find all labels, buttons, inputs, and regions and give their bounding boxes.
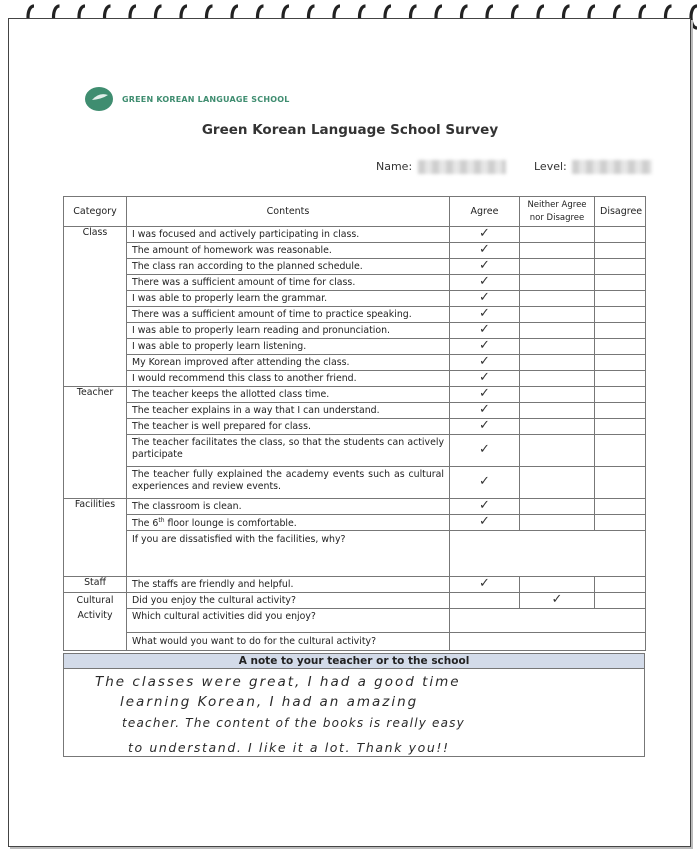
class-statement-2: The amount of homework was reasonable. — [127, 243, 450, 259]
agree-cell[interactable] — [450, 371, 520, 387]
header-agree: Agree — [450, 197, 520, 227]
spiral-ring — [691, 6, 697, 28]
disagree-cell[interactable] — [595, 307, 646, 323]
neither-cell[interactable] — [520, 291, 595, 307]
neither-cell[interactable] — [520, 259, 595, 275]
agree-cell[interactable] — [450, 499, 520, 515]
check-mark-icon: ✓ — [551, 592, 563, 608]
disagree-cell[interactable] — [595, 435, 646, 467]
neither-cell[interactable] — [520, 323, 595, 339]
disagree-cell[interactable] — [595, 259, 646, 275]
neither-cell[interactable] — [520, 371, 595, 387]
check-mark-icon: ✓ — [479, 370, 490, 385]
neither-cell[interactable] — [520, 275, 595, 291]
facilities-statement-2: The 6th floor lounge is comfortable. — [127, 515, 450, 531]
facilities-question: If you are dissatisfied with the facilities, why? — [127, 531, 450, 577]
neither-cell[interactable] — [520, 435, 595, 467]
class-statement-4: There was a sufficient amount of time for class. — [127, 275, 450, 291]
facilities-statement-1: The classroom is clean. — [127, 499, 450, 515]
facilities-answer-field[interactable] — [450, 531, 646, 577]
neither-cell[interactable] — [520, 355, 595, 371]
class-statement-5: I was able to properly learn the grammar. — [127, 291, 450, 307]
check-mark-icon: ✓ — [479, 474, 490, 489]
level-field — [534, 160, 652, 174]
note-line-1: The classes were great, I had a good time — [95, 674, 461, 690]
note-line-3: teacher. The content of the books is really easy — [122, 716, 465, 730]
teacher-statement-3: The teacher is well prepared for class. — [127, 419, 450, 435]
teacher-statement-2: The teacher explains in a way that I can understand. — [127, 403, 450, 419]
class-statement-10: I would recommend this class to another friend. — [127, 371, 450, 387]
page-title: Green Korean Language School Survey — [201, 122, 499, 138]
check-mark-icon: ✓ — [479, 402, 490, 417]
header-contents: Contents — [127, 197, 450, 227]
staff-statement: The staffs are friendly and helpful. — [127, 577, 450, 593]
class-statement-8: I was able to properly learn listening. — [127, 339, 450, 355]
disagree-cell[interactable] — [595, 355, 646, 371]
check-mark-icon: ✓ — [479, 576, 490, 592]
check-mark-icon: ✓ — [479, 290, 490, 305]
name-label: Name: — [376, 160, 413, 173]
neither-cell[interactable] — [520, 515, 595, 531]
cultural-statement-1: Did you enjoy the cultural activity? — [127, 593, 450, 609]
disagree-cell[interactable] — [595, 593, 646, 609]
neither-cell[interactable] — [520, 419, 595, 435]
disagree-cell[interactable] — [595, 499, 646, 515]
category-cultural: Cultural Activity — [64, 593, 127, 651]
disagree-cell[interactable] — [595, 227, 646, 243]
logo-text: GREEN KOREAN LANGUAGE SCHOOL — [122, 94, 290, 104]
agree-cell[interactable] — [450, 419, 520, 435]
disagree-cell[interactable] — [595, 577, 646, 593]
check-mark-icon: ✓ — [479, 498, 490, 513]
name-redacted — [418, 160, 506, 174]
disagree-cell[interactable] — [595, 275, 646, 291]
disagree-cell[interactable] — [595, 467, 646, 499]
neither-cell[interactable] — [520, 243, 595, 259]
category-teacher: Teacher — [64, 387, 127, 499]
class-statement-6: There was a sufficient amount of time to practice speaking. — [127, 307, 450, 323]
agree-cell[interactable] — [450, 227, 520, 243]
agree-cell[interactable] — [450, 259, 520, 275]
disagree-cell[interactable] — [595, 419, 646, 435]
agree-cell[interactable] — [450, 339, 520, 355]
cultural-answer-field-1[interactable] — [450, 609, 646, 633]
teacher-statement-4: The teacher facilitates the class, so that the students can actively participate — [127, 435, 450, 467]
neither-cell[interactable] — [520, 467, 595, 499]
neither-cell[interactable] — [520, 387, 595, 403]
agree-cell[interactable] — [450, 275, 520, 291]
check-mark-icon: ✓ — [479, 386, 490, 401]
agree-cell[interactable] — [450, 515, 520, 531]
level-label: Level: — [534, 160, 567, 173]
neither-cell[interactable] — [520, 339, 595, 355]
check-mark-icon: ✓ — [479, 338, 490, 353]
category-class: Class — [64, 227, 127, 387]
disagree-cell[interactable] — [595, 371, 646, 387]
check-mark-icon: ✓ — [479, 226, 490, 241]
cultural-question-1: Which cultural activities did you enjoy? — [127, 609, 450, 633]
neither-cell[interactable] — [520, 593, 595, 609]
leaf-logo-icon — [84, 86, 114, 112]
agree-cell[interactable] — [450, 243, 520, 259]
disagree-cell[interactable] — [595, 339, 646, 355]
check-mark-icon: ✓ — [479, 258, 490, 273]
teacher-statement-1: The teacher keeps the allotted class time. — [127, 387, 450, 403]
neither-cell[interactable] — [520, 499, 595, 515]
school-logo — [84, 86, 290, 112]
category-staff: Staff — [64, 577, 127, 593]
note-heading: A note to your teacher or to the school — [63, 653, 645, 669]
teacher-statement-5: The teacher fully explained the academy events such as cultural experiences and review events. — [127, 467, 450, 499]
agree-cell[interactable] — [450, 387, 520, 403]
check-mark-icon: ✓ — [479, 274, 490, 289]
check-mark-icon: ✓ — [479, 306, 490, 321]
agree-cell[interactable] — [450, 403, 520, 419]
agree-cell[interactable] — [450, 323, 520, 339]
level-redacted — [572, 160, 652, 174]
neither-cell[interactable] — [520, 307, 595, 323]
check-mark-icon: ✓ — [479, 322, 490, 337]
header-category: Category — [64, 197, 127, 227]
cultural-answer-field-2[interactable] — [450, 633, 646, 651]
cultural-question-2: What would you want to do for the cultural activity? — [127, 633, 450, 651]
note-line-4: to understand. I like it a lot. Thank you!! — [128, 740, 450, 755]
check-mark-icon: ✓ — [479, 442, 490, 457]
category-facilities: Facilities — [64, 499, 127, 577]
neither-cell[interactable] — [520, 403, 595, 419]
header-disagree: Disagree — [595, 197, 646, 227]
class-statement-1: I was focused and actively participating in class. — [127, 227, 450, 243]
name-field — [376, 160, 506, 174]
check-mark-icon: ✓ — [479, 418, 490, 433]
header-neither: Neither Agree nor Disagree — [520, 197, 595, 227]
agree-cell[interactable] — [450, 355, 520, 371]
agree-cell[interactable] — [450, 307, 520, 323]
disagree-cell[interactable] — [595, 323, 646, 339]
agree-cell[interactable] — [450, 577, 520, 593]
class-statement-9: My Korean improved after attending the class. — [127, 355, 450, 371]
disagree-cell[interactable] — [595, 291, 646, 307]
check-mark-icon: ✓ — [479, 354, 490, 369]
agree-cell[interactable] — [450, 291, 520, 307]
neither-cell[interactable] — [520, 577, 595, 593]
disagree-cell[interactable] — [595, 387, 646, 403]
neither-cell[interactable] — [520, 227, 595, 243]
note-line-2: learning Korean, I had an amazing — [120, 694, 419, 710]
check-mark-icon: ✓ — [479, 514, 490, 530]
check-mark-icon: ✓ — [479, 242, 490, 257]
class-statement-3: The class ran according to the planned schedule. — [127, 259, 450, 275]
survey-table — [63, 196, 646, 651]
disagree-cell[interactable] — [595, 515, 646, 531]
disagree-cell[interactable] — [595, 243, 646, 259]
class-statement-7: I was able to properly learn reading and pronunciation. — [127, 323, 450, 339]
agree-cell[interactable] — [450, 435, 520, 467]
agree-cell[interactable] — [450, 593, 520, 609]
agree-cell[interactable] — [450, 467, 520, 499]
disagree-cell[interactable] — [595, 403, 646, 419]
